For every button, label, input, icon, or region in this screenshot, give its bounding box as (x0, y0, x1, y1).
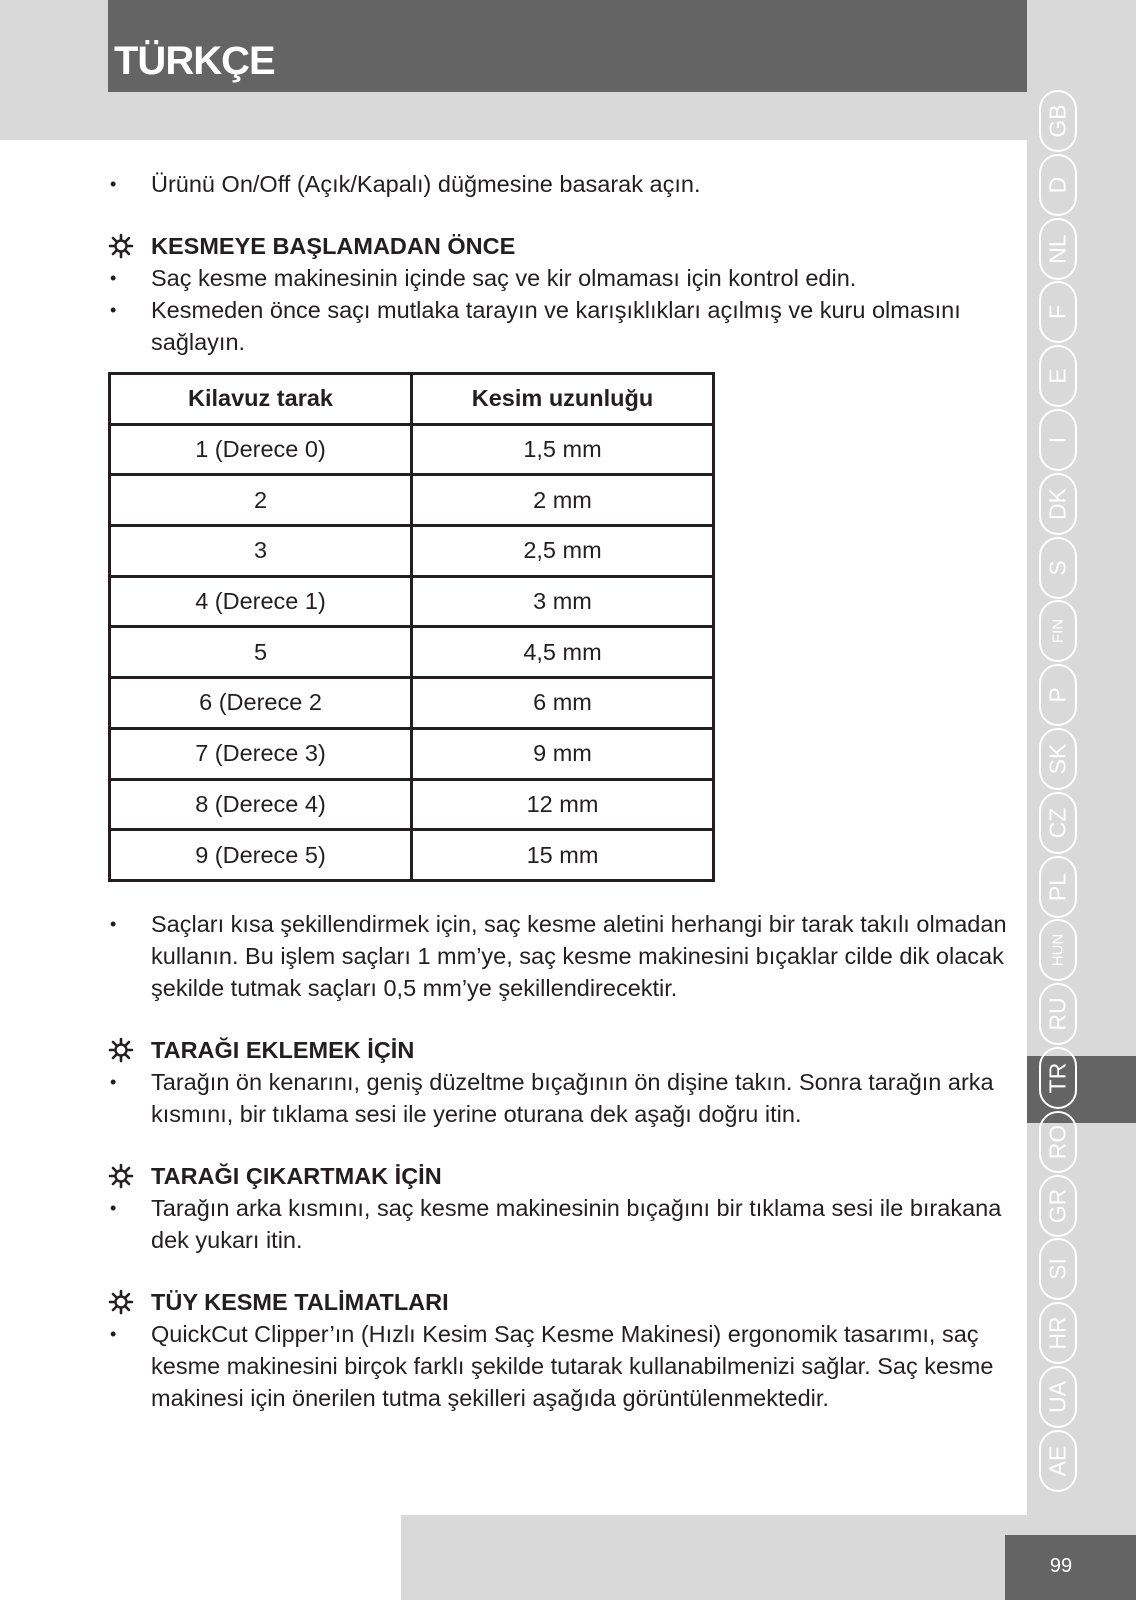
table-row (110, 526, 714, 577)
table-row (110, 576, 714, 627)
sparkle-icon (108, 233, 134, 259)
table-cell: 2 (110, 475, 412, 526)
language-tab-hun[interactable] (1039, 919, 1077, 981)
language-tab-label: GR (1044, 1188, 1071, 1223)
table-cell: 1 (Derece 0) (110, 424, 412, 475)
language-tab-label: DK (1044, 487, 1071, 520)
language-tab-e[interactable] (1039, 345, 1077, 407)
table-cell: 1,5 mm (412, 424, 714, 475)
table-row (110, 678, 714, 729)
table-header-cell: Kilavuz tarak (110, 374, 412, 425)
sparkle-icon (108, 1163, 134, 1189)
language-tab-gr[interactable] (1039, 1175, 1077, 1237)
language-tab-label: TR (1044, 1062, 1071, 1094)
table-cell: 4,5 mm (412, 627, 714, 678)
language-tab-label: CZ (1044, 807, 1071, 839)
table-cell: 7 (Derece 3) (110, 728, 412, 779)
language-tab-pl[interactable] (1039, 856, 1077, 918)
list-item: • Kesmeden önce saçı mutlaka tarayın ve karışıklıkları açılmış ve kuru olmasını sağlayın. (108, 294, 1008, 358)
intro-bullet: • Ürünü On/Off (Açık/Kapalı) düğmesine basarak açın. (108, 168, 1008, 200)
language-tab-label: P (1044, 687, 1071, 703)
language-tab-ro[interactable] (1039, 1111, 1077, 1173)
section-heading (108, 1160, 1008, 1192)
main-content (108, 168, 1008, 1414)
language-tab-label: I (1044, 436, 1071, 444)
language-tab-tr[interactable] (1039, 1047, 1077, 1109)
language-tab-label: RU (1044, 997, 1071, 1031)
table-cell: 3 mm (412, 576, 714, 627)
table-cell: 9 mm (412, 728, 714, 779)
language-tab-p[interactable] (1039, 664, 1077, 726)
language-tab-label: UA (1044, 1381, 1071, 1413)
page-title: TÜRKÇE (114, 39, 275, 83)
table-cell: 5 (110, 627, 412, 678)
language-tab-label: D (1044, 176, 1071, 194)
language-tab-sk[interactable] (1039, 728, 1077, 790)
language-tab-label: S (1044, 559, 1071, 576)
table-cell: 2,5 mm (412, 526, 714, 577)
section-heading-text: TARAĞI ÇIKARTMAK İÇİN (151, 1162, 442, 1189)
language-tab-ua[interactable] (1039, 1366, 1077, 1428)
list-item: • Tarağın arka kısmını, saç kesme makinesinin bıçağını bir tıklama sesi ile bırakana dek yukarı itin. (108, 1192, 1008, 1256)
table-cell: 4 (Derece 1) (110, 576, 412, 627)
table-header-cell: Kesim uzunluğu (412, 374, 714, 425)
section-heading-text: TARAĞI EKLEMEK İÇİN (151, 1036, 415, 1063)
sparkle-icon (108, 1037, 134, 1063)
table-cell: 6 (Derece 2 (110, 678, 412, 729)
language-tab-s[interactable] (1039, 537, 1077, 599)
table-row (110, 424, 714, 475)
table-row (110, 779, 714, 830)
language-tab-ae[interactable] (1039, 1430, 1077, 1492)
language-tab-label: SK (1044, 743, 1071, 775)
table-cell: 3 (110, 526, 412, 577)
language-tab-label: NL (1044, 233, 1071, 264)
table-row (110, 475, 714, 526)
language-tab-nl[interactable] (1039, 218, 1077, 280)
language-tab-gb[interactable] (1039, 90, 1077, 152)
language-tabs (1027, 90, 1136, 1520)
language-tab-cz[interactable] (1039, 792, 1077, 854)
table-cell: 6 mm (412, 678, 714, 729)
language-tab-label: F (1044, 305, 1071, 320)
language-tab-dk[interactable] (1039, 473, 1077, 535)
list-item: • Tarağın ön kenarını, geniş düzeltme bıçağının ön dişine takın. Sonra tarağın arka kısmını, bir tıklama sesi ile yerine oturana dek aşağı doğru itin. (108, 1066, 1008, 1130)
list-item: • Saç kesme makinesinin içinde saç ve kir olmaması için kontrol edin. (108, 262, 1008, 294)
table-cell: 2 mm (412, 475, 714, 526)
section-heading-text: TÜY KESME TALİMATLARI (151, 1288, 449, 1315)
language-tab-label: HUN (1049, 934, 1067, 967)
comb-length-table (108, 372, 715, 882)
language-tab-label: GB (1044, 104, 1071, 138)
language-tab-label: RO (1044, 1124, 1071, 1160)
language-tab-label: AE (1044, 1445, 1071, 1477)
table-cell: 12 mm (412, 779, 714, 830)
language-tab-fin[interactable] (1039, 600, 1077, 662)
table-cell: 8 (Derece 4) (110, 779, 412, 830)
language-tab-label: HR (1044, 1316, 1071, 1350)
sparkle-icon (108, 1289, 134, 1315)
table-row (110, 627, 714, 678)
section-heading-text: KESMEYE BAŞLAMADAN ÖNCE (151, 233, 516, 259)
language-tab-label: SI (1044, 1258, 1071, 1281)
table-header-row (110, 374, 714, 425)
language-tab-i[interactable] (1039, 409, 1077, 471)
language-tab-f[interactable] (1039, 281, 1077, 343)
section-heading (108, 1034, 1008, 1066)
language-tab-si[interactable] (1039, 1238, 1077, 1300)
language-tab-hr[interactable] (1039, 1302, 1077, 1364)
section-heading (108, 1286, 1008, 1318)
language-tab-ru[interactable] (1039, 983, 1077, 1045)
section-heading (108, 230, 1008, 262)
table-row (110, 830, 714, 881)
table-row (110, 728, 714, 779)
page-number-box (1005, 1535, 1136, 1600)
language-tab-label: E (1044, 368, 1071, 384)
language-tab-label: FIN (1049, 619, 1067, 644)
table-cell: 15 mm (412, 830, 714, 881)
language-tab-label: PL (1044, 872, 1071, 901)
list-item: • Saçları kısa şekillendirmek için, saç kesme aletini herhangi bir tarak takılı olmadan kullanın. Bu işlem saçları 1 mm’ye, saç kesme makinesini bıçaklar cilde dik olacak şekilde tutmak saçları 0,5 mm’ye şekillendirecektir. (108, 908, 1008, 1004)
language-tab-d[interactable] (1039, 154, 1077, 216)
list-item: • QuickCut Clipper’ın (Hızlı Kesim Saç Kesme Makinesi) ergonomik tasarımı, saç kesme makinesini birçok farklı şekilde tutarak kullanabilmenizi sağlar. Saç kesme makinesi için önerilen tutma şekilleri aşağıda görüntülenmektedir. (108, 1318, 1008, 1414)
table-cell: 9 (Derece 5) (110, 830, 412, 881)
page-number: 99 (1049, 1555, 1073, 1577)
title-bar (108, 0, 1027, 92)
